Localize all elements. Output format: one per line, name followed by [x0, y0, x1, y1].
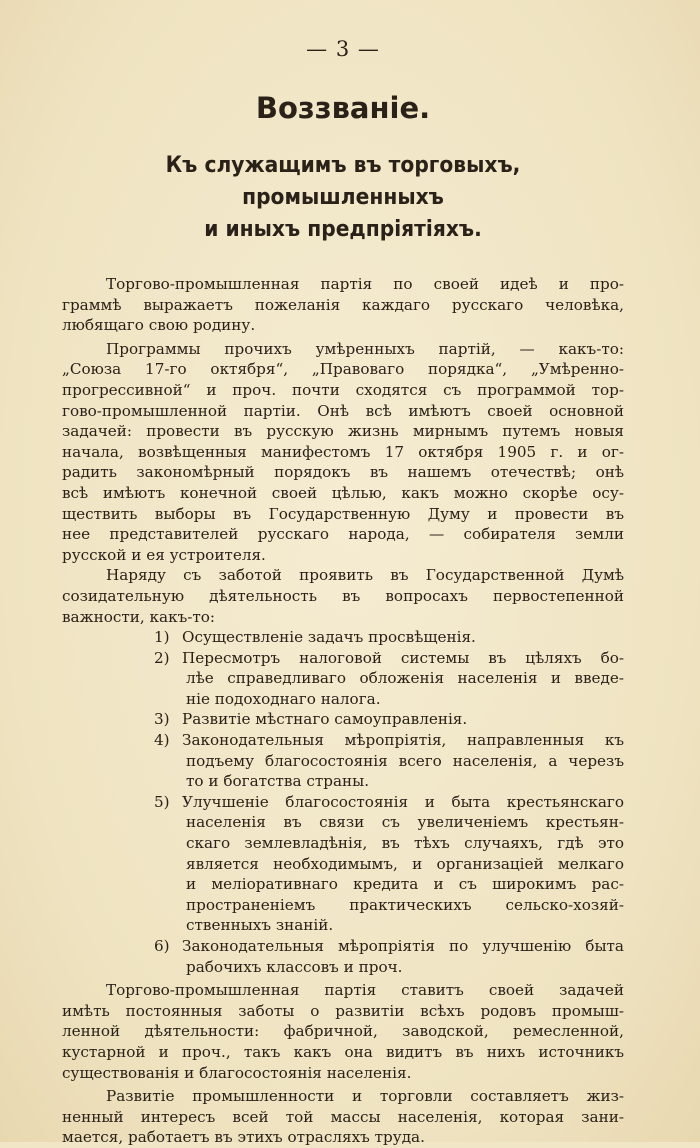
text-line: всѣ имѣютъ конечной своей цѣлью, какъ можно скорѣе осу- [62, 483, 624, 502]
subtitle [84, 150, 601, 246]
text-line: важности, какъ-то: [62, 607, 216, 626]
numbered-list [62, 627, 624, 977]
list-item [62, 627, 624, 648]
list-item-line: лѣе справедливаго обложенія населенія и введе- [186, 669, 624, 688]
list-item-line: скаго землевладѣнія, въ тѣхъ случаяхъ, гдѣ это [186, 834, 624, 853]
text-line: ленной дѣятельности: фабричной, заводской, ремесленной, [62, 1022, 624, 1041]
list-item-number: 1) [154, 628, 170, 647]
text-line: Программы прочихъ умѣренныхъ партій, — какъ-то: [106, 339, 624, 358]
list-item [62, 936, 624, 977]
list-item-number: 6) [154, 937, 170, 955]
text-line: кустарной и проч., такъ какъ она видитъ въ нихъ источникъ [62, 1042, 624, 1061]
text-line: существованія и благосостоянія населенія. [62, 1063, 412, 1082]
text-line: Торгово-промышленная партія по своей идеѣ и про- [106, 275, 624, 293]
list-item-line: и меліоративнаго кредита и съ широкимъ рас- [186, 875, 624, 894]
list-item-line: 3) Развитіе мѣстнаго самоуправленія. [154, 710, 468, 729]
list-item-line: 6) Законодательныя мѣропріятія по улучшенію быта [154, 937, 624, 955]
text-line: ненный интересъ всей той массы населенія, которая зани- [62, 1107, 624, 1126]
text-line: Развитіе промышленности и торговли составляетъ жиз- [106, 1087, 624, 1106]
list-item-line: населенія въ связи съ увеличеніемъ крестьян- [186, 813, 624, 832]
list-item-line: рабочихъ классовъ и проч. [186, 957, 403, 976]
list-item [62, 648, 624, 710]
list-item-number: 2) [154, 648, 170, 667]
list-item [62, 730, 624, 792]
text-line: созидательную дѣятельность въ вопросахъ первостепенной [62, 586, 624, 605]
list-item-line: 5) Улучшеніе благосостоянія и быта крестьянскаго [154, 792, 624, 811]
list-item [62, 709, 624, 730]
subtitle-line: и иныхъ предпріятіяхъ. [204, 217, 482, 242]
text-line: любящаго свою родину. [62, 316, 256, 335]
text-line: „Союза 17-го октября“, „Правоваго порядка“, „Умѣренно- [62, 360, 624, 379]
paragraph [62, 274, 624, 336]
text-line: гово-промышленной партіи. Онѣ всѣ имѣютъ своей основной [62, 401, 624, 420]
list-item-line: 2) Пересмотръ налоговой системы въ цѣляхъ бо- [154, 648, 624, 667]
page-number: — 3 — [306, 37, 380, 61]
text-line: мается, работаетъ въ этихъ отрасляхъ труда. [62, 1128, 425, 1147]
text-line: Наряду съ заботой проявить въ Государственной Думѣ [106, 566, 624, 585]
text-line: русской и ея устроителя. [62, 545, 266, 564]
list-item-line: ніе подоходнаго налога. [186, 689, 381, 708]
paragraph [62, 339, 624, 566]
list-item-line: то и богатства страны. [186, 772, 370, 791]
paragraph [62, 565, 624, 627]
list-item-line: 4) Законодательныя мѣропріятія, направленныя къ [154, 731, 624, 750]
subtitle-line: Къ служащимъ въ торговыхъ, промышленныхъ [165, 153, 521, 210]
list-item-number: 3) [154, 710, 170, 729]
list-item [62, 792, 624, 936]
paragraph [62, 980, 624, 1083]
list-item-line: является необходимымъ, и организаціей мелкаго [186, 854, 624, 873]
text-line: задачей: провести въ русскую жизнь мирнымъ путемъ новыя [62, 422, 624, 441]
list-item-line: ственныхъ знаній. [186, 916, 334, 935]
text-line: Торгово-промышленная партія ставитъ своей задачей [106, 981, 624, 1000]
text-line: начала, возвѣщенныя манифестомъ 17 октября 1905 г. и ог- [62, 442, 624, 461]
text-line: граммѣ выражаетъ пожеланія каждаго русскаго человѣка, [62, 295, 624, 314]
list-item-line: пространеніемъ практическихъ сельско-хозяй- [186, 895, 624, 914]
text-line: прогрессивной“ и проч. почти сходятся съ программой тор- [62, 380, 624, 399]
text-line: ществить выборы въ Государственную Думу и провести въ [62, 504, 624, 523]
list-item-number: 5) [154, 792, 170, 811]
page-title: Воззваніе. [255, 91, 431, 125]
text-line: радить закономѣрный порядокъ въ нашемъ отечествѣ; онѣ [62, 463, 624, 482]
body-text [62, 274, 624, 1148]
text-line: нее представителей русскаго народа, — собирателя земли [62, 525, 624, 544]
list-item-number: 4) [154, 731, 170, 750]
list-item-line: подъему благосостоянія всего населенія, а черезъ [186, 751, 624, 770]
text-line: имѣть постоянныя заботы о развитіи всѣхъ родовъ промыш- [62, 1001, 624, 1020]
paragraph [62, 1086, 624, 1148]
list-item-line: 1) Осуществленіе задачъ просвѣщенія. [154, 628, 476, 647]
